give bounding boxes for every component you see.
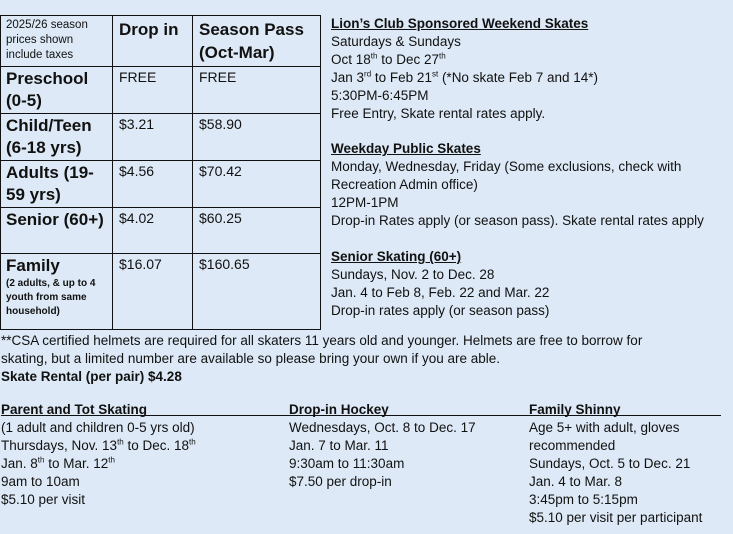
table-row xyxy=(1,254,321,330)
text-line: Jan. 4 to Mar. 8 xyxy=(529,474,623,489)
superscript: th xyxy=(117,437,124,447)
pass-price: $160.65 xyxy=(193,254,321,330)
text-line: (1 adult and children 0-5 yrs old) xyxy=(1,420,195,435)
drop-price: FREE xyxy=(113,67,193,114)
weekday-skates-section xyxy=(331,140,704,230)
text-line: 9am to 10am xyxy=(1,474,80,489)
row-label: Senior (60+) xyxy=(1,208,113,254)
text-line: $5.10 per visit xyxy=(1,492,86,507)
superscript: th xyxy=(370,51,378,61)
skate-rental-price: Skate Rental (per pair) $4.28 xyxy=(1,369,182,384)
superscript: th xyxy=(189,437,196,447)
family-shinny-section xyxy=(529,401,702,527)
parent-tot-section xyxy=(1,401,196,509)
drop-price: $4.56 xyxy=(113,161,193,208)
text-line: Jan. 4 to Feb 8, Feb. 22 and Mar. 22 xyxy=(331,285,550,300)
text-line: recommended xyxy=(529,438,616,453)
superscript: rd xyxy=(364,69,372,79)
superscript: st xyxy=(431,69,439,79)
row-label xyxy=(1,254,113,330)
text-line: **CSA certified helmets are required for all skaters 11 years old and younger. Helmets are free to borrow for xyxy=(1,333,643,348)
text-line xyxy=(331,51,598,69)
row-label: Child/Teen (6-18 yrs) xyxy=(1,114,113,161)
drop-price: $4.02 xyxy=(113,208,193,254)
row-label: Preschool (0-5) xyxy=(1,67,113,114)
text: Thursdays, Nov. 13 xyxy=(1,438,118,453)
text: Oct 18 xyxy=(331,52,371,67)
pass-price: $70.42 xyxy=(193,161,321,208)
text-line: 5:30PM-6:45PM xyxy=(331,88,429,103)
text-line: Sundays, Nov. 2 to Dec. 28 xyxy=(331,267,495,282)
text-line: $7.50 per drop-in xyxy=(289,474,392,489)
helmet-notice xyxy=(1,332,642,386)
text-line: Free Entry, Skate rental rates apply. xyxy=(331,106,546,121)
text-line: skating, but a limited number are available so please bring your own if you are able. xyxy=(1,351,501,366)
text-line: Recreation Admin office) xyxy=(331,177,478,192)
section-title: Senior Skating (60+) xyxy=(331,249,462,264)
text: Jan 3 xyxy=(331,70,365,85)
pass-price: $60.25 xyxy=(193,208,321,254)
text-line xyxy=(331,69,598,87)
pass-price: FREE xyxy=(193,67,321,114)
superscript: th xyxy=(37,455,45,465)
text-line: Sundays, Oct. 5 to Dec. 21 xyxy=(529,456,691,471)
text-line xyxy=(1,455,196,473)
section-title: Drop-in Hockey xyxy=(289,402,389,417)
section-title: Parent and Tot Skating xyxy=(1,402,148,417)
section-title: Family Shinny xyxy=(529,402,621,417)
drop-price: $3.21 xyxy=(113,114,193,161)
drop-price: $16.07 xyxy=(113,254,193,330)
text-line: 9:30am to 11:30am xyxy=(289,456,405,471)
text-line: Saturdays & Sundays xyxy=(331,34,461,49)
drop-in-hockey-section xyxy=(289,401,476,491)
text-line: Drop-in rates apply (or season pass) xyxy=(331,303,550,318)
col-season-pass: Season Pass (Oct-Mar) xyxy=(193,16,321,67)
senior-skating-section xyxy=(331,248,549,320)
pass-price: $58.90 xyxy=(193,114,321,161)
section-title: Lion’s Club Sponsored Weekend Skates xyxy=(331,16,589,31)
text-line: Drop-in Rates apply (or season pass). Skate rental rates apply xyxy=(331,213,704,228)
text-line: Age 5+ with adult, gloves xyxy=(529,420,680,435)
text: to Mar. 12 xyxy=(44,456,109,471)
text: (*No skate Feb 7 and 14*) xyxy=(438,70,599,85)
weekend-skates-section xyxy=(331,15,598,123)
text-line: Wednesdays, Oct. 8 to Dec. 17 xyxy=(289,420,476,435)
text-line: $5.10 per visit per participant xyxy=(529,510,703,525)
row-label: Adults (19-59 yrs) xyxy=(1,161,113,208)
table-row xyxy=(1,67,321,114)
text-line: Monday, Wednesday, Friday (Some exclusions, check with xyxy=(331,159,682,174)
text-line xyxy=(1,437,196,455)
table-row xyxy=(1,114,321,161)
superscript: th xyxy=(439,51,446,61)
price-table xyxy=(0,15,321,330)
text: Jan. 8 xyxy=(1,456,38,471)
text: to Feb 21 xyxy=(371,70,432,85)
text: to Dec 27 xyxy=(377,52,439,67)
table-row xyxy=(1,161,321,208)
text: to Dec. 18 xyxy=(123,438,190,453)
table-row xyxy=(1,208,321,254)
text-line: Jan. 7 to Mar. 11 xyxy=(289,438,389,453)
superscript: th xyxy=(108,455,115,465)
family-label: Family xyxy=(6,256,60,275)
col-drop-in: Drop in xyxy=(113,16,193,67)
section-title: Weekday Public Skates xyxy=(331,141,481,156)
family-note: (2 adults, & up to 4 youth from same household) xyxy=(6,278,96,317)
table-corner-note: 2025/26 season prices shown include taxes xyxy=(1,16,113,67)
text-line: 3:45pm to 5:15pm xyxy=(529,492,638,507)
text-line: 12PM-1PM xyxy=(331,195,399,210)
